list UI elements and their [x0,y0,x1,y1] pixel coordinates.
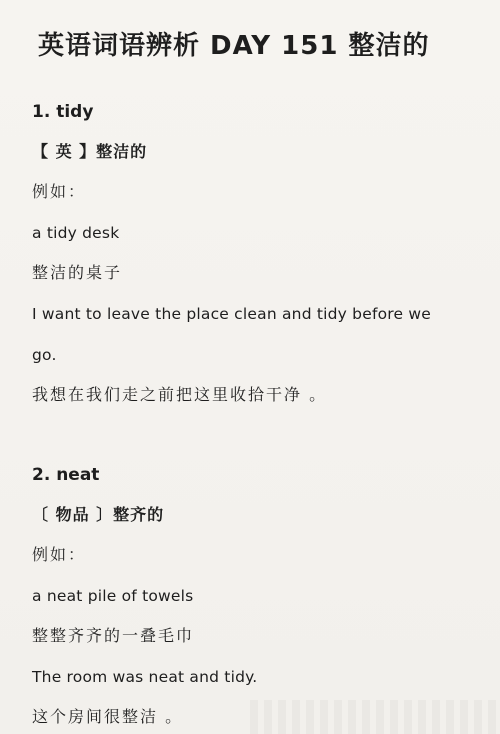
example-sentence-zh: 这个房间很整洁 。 [32,707,184,726]
section-tag-tidy: 【 英 】整洁的 [32,142,148,161]
section-heading-tidy: 1. tidy [32,102,94,122]
page-title: 英语词语辨析 DAY 151 整洁的 [38,31,430,61]
example-sentence-en: I want to leave the place clean and tidy before we [32,305,432,323]
section-tag-neat: 〔 物品 〕整齐的 [32,505,165,524]
example-sentence-en: The room was neat and tidy. [32,668,258,686]
example-sentence-en-continued: go. [32,346,57,364]
example-label-neat: 例如： [32,545,87,564]
example-phrase-en: a tidy desk [32,224,120,242]
watermark [250,700,500,734]
example-phrase-zh: 整洁的桌子 [32,263,123,282]
example-label-tidy: 例如： [32,182,87,201]
example-phrase-zh: 整整齐齐的一叠毛巾 [32,626,195,645]
example-sentence-zh: 我想在我们走之前把这里收拾干净 。 [32,385,328,404]
section-heading-neat: 2. neat [32,465,100,485]
example-phrase-en: a neat pile of towels [32,587,194,605]
